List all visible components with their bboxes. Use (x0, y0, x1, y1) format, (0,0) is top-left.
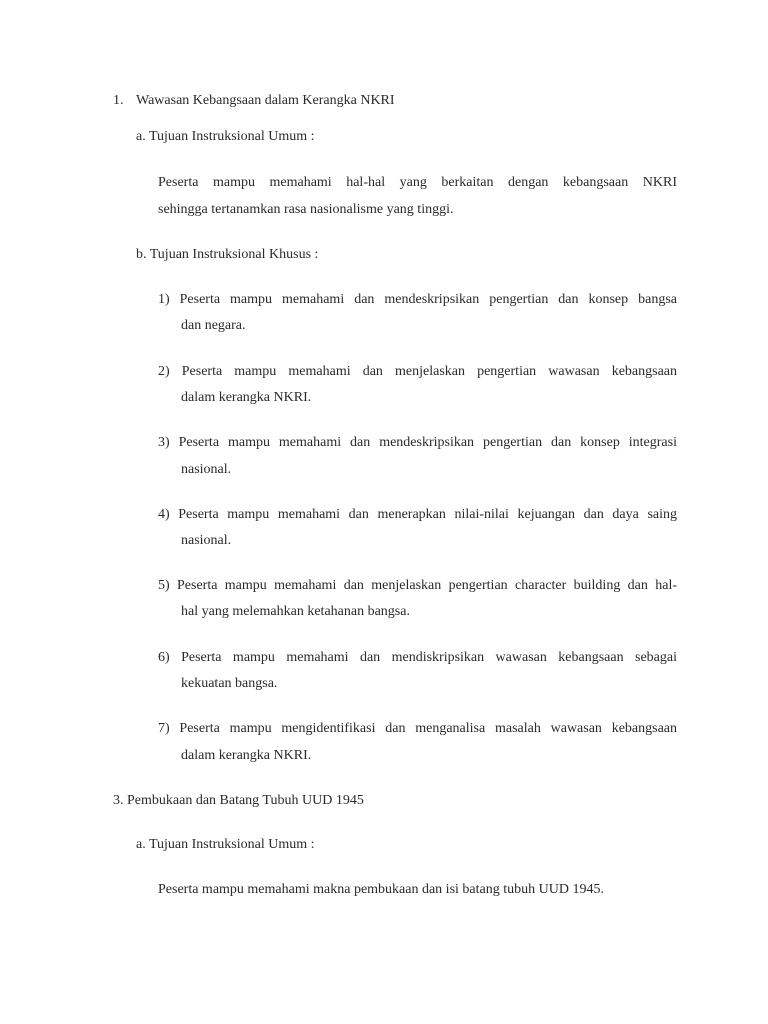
objective-item-2-cont: dalam kerangka NKRI. (181, 390, 312, 405)
objective-item-5: 5) Peserta mampu memahami dan menjelaskan pengertian character building dan hal- (158, 578, 677, 593)
objective-item-3: 3) Peserta mampu memahami dan mendeskripsikan pengertian dan konsep integrasi (158, 435, 677, 450)
section-1-title: Wawasan Kebangsaan dalam Kerangka NKRI (136, 93, 395, 108)
objective-item-1: 1) Peserta mampu memahami dan mendeskripsikan pengertian dan konsep bangsa (158, 292, 677, 307)
section-3-title: 3. Pembukaan dan Batang Tubuh UUD 1945 (113, 793, 364, 808)
objective-item-7-cont: dalam kerangka NKRI. (181, 748, 312, 763)
section-1-tiu-line-2: sehingga tertanamkan rasa nasionalisme yang tinggi. (158, 202, 454, 217)
section-3-tiu-line-1: Peserta mampu memahami makna pembukaan dan isi batang tubuh UUD 1945. (158, 882, 604, 897)
section-1-tiu-heading: a. Tujuan Instruksional Umum : (136, 129, 315, 144)
objective-item-6-cont: kekuatan bangsa. (181, 676, 278, 691)
objective-item-2: 2) Peserta mampu memahami dan menjelaskan pengertian wawasan kebangsaan (158, 364, 677, 379)
objective-item-4-cont: nasional. (181, 533, 232, 548)
section-3-tiu-heading: a. Tujuan Instruksional Umum : (136, 837, 315, 852)
objective-item-1-cont: dan negara. (181, 318, 246, 333)
section-1-tik-heading: b. Tujuan Instruksional Khusus : (136, 247, 319, 262)
objective-item-4: 4) Peserta mampu memahami dan menerapkan nilai-nilai kejuangan dan daya saing (158, 507, 677, 522)
section-1-number: 1. (113, 93, 124, 108)
objective-item-7: 7) Peserta mampu mengidentifikasi dan menganalisa masalah wawasan kebangsaan (158, 721, 677, 736)
section-1-tiu-line-1: Peserta mampu memahami hal-hal yang berkaitan dengan kebangsaan NKRI (158, 175, 677, 190)
objective-item-5-cont: hal yang melemahkan ketahanan bangsa. (181, 604, 410, 619)
objective-item-3-cont: nasional. (181, 462, 232, 477)
objective-item-6: 6) Peserta mampu memahami dan mendiskripsikan wawasan kebangsaan sebagai (158, 650, 677, 665)
